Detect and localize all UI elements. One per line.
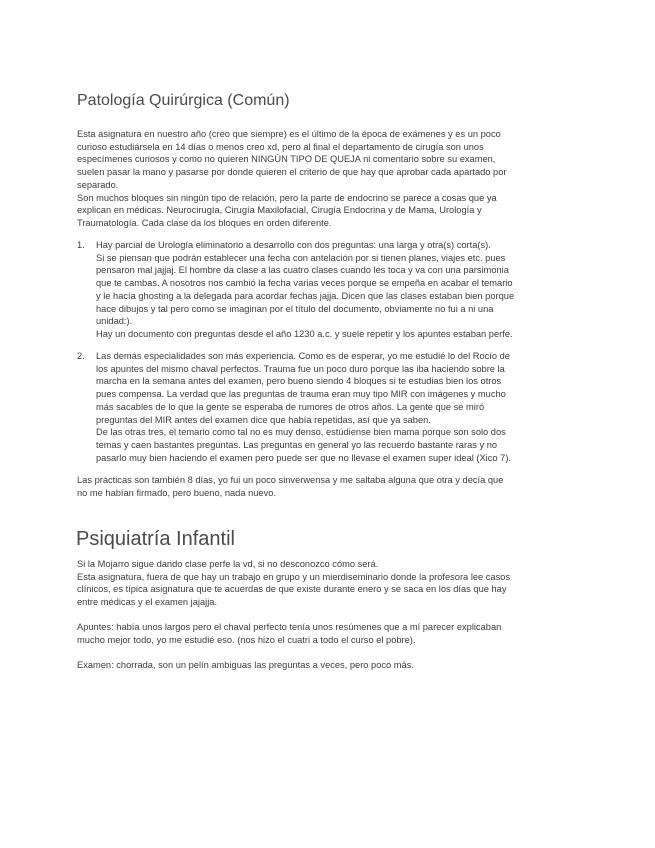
text-line: entre médicas y el examen jajajja. (77, 597, 218, 608)
text-line: los apuntes del mismo chaval perfectos. Trauma fue un poco duro porque las iba haciendo sobre la (96, 363, 505, 374)
text-line: marcha en la semana antes del examen, pero bueno siendo 4 bloques si te estudias bien los otros (96, 376, 502, 387)
text-line: no me habían firmado, pero bueno, nada nuevo. (77, 487, 276, 498)
text-line: Si se piensan que podrán establecer una fecha con antelación por si tienen planes, viajes etc. pues (96, 252, 506, 263)
text-line: suelen pasar la mano y pasarse por donde quieren el criterio de que hay que aprobar cada apartado por (77, 167, 507, 178)
text-line: Examen: chorrada, son un pelín ambiguas las preguntas a veces, pero poco más. (77, 660, 414, 670)
examen-paragraph (77, 659, 579, 672)
list-number: 2. (77, 351, 85, 361)
text-line: pues compensa. La verdad que las preguntas de trauma eran muy tipo MIR con imágenes y mucho (96, 389, 506, 400)
section-title-psiquiatria: Psiquiatría Infantil (76, 528, 235, 550)
text-line: Hay parcial de Urología eliminatorio a desarrollo con dos preguntas: una larga y otra(s) corta(s). (96, 240, 491, 250)
text-line: unidad:). (96, 316, 133, 327)
text-line: curioso estudiársela en 14 días o menos creo xd, pero al final el departamento de cirugía son unos (77, 141, 484, 152)
text-line: que te cambas. A nosotros nos cambió la fecha varias veces porque se empeña en acabar el temario (96, 278, 513, 289)
apuntes-paragraph (77, 621, 579, 646)
text-line: explican en médicas. Neurocirugía, Cirugía Maxilofacial, Cirugía Endocrina y de Mama, Urología y (77, 205, 482, 216)
practicas-paragraph (77, 474, 579, 499)
text-line: Esta asignatura en nuestro año (creo que siempre) es el último de la época de exámenes y es un poco (77, 129, 501, 139)
list-number: 1. (77, 240, 85, 250)
text-line: Traumatología. Cada clase da los bloques en orden diferente. (77, 217, 332, 228)
text-line: mucho mejor todo, yo me estudié eso. (nos hizo el cuatri a todo el curso el pobre). (77, 634, 416, 645)
text-line: temas y caen bastantes preguntas. Las preguntas en general yo las recuerdo bastante raras y no (96, 439, 498, 450)
text-line: y le hacía ghosting a la delegada para acordar fechas jajja. Dicen que las clases estaban bien porque (96, 290, 515, 301)
text-line: separado. (77, 179, 119, 190)
text-line: especímenes curiosos y como no quieren NINGÚN TIPO DE QUEJA ni comentario sobre su examen, (77, 154, 496, 165)
text-line: Hay un documento con preguntas desde el año 1230 a.c. y suele repetir y los apuntes estaban perfe. (96, 328, 513, 339)
text-line: más sacables de lo que la gente se esperaba de rumores de otros años. La gente que se miró (96, 401, 485, 412)
patologia-intro-paragraph (77, 128, 579, 230)
text-line: Esta asignatura, fuera de que hay un trabajo en grupo y un mierdiseminario donde la profesora lee casos (77, 571, 511, 582)
text-line: Si la Mojarro sigue dando clase perfe la vd, si no desconozco cómo será. (77, 559, 379, 569)
psiquiatria-intro-paragraph (77, 558, 579, 609)
text-line: pensaron mal jajjaj. El hombre da clase a las cuatro clases cuando les toca y va con una parsimonia (96, 265, 509, 276)
list-item-body (96, 350, 579, 464)
text-line: clínicos, es típica asignatura que te acuerdas de que existe durante enero y se saca en los días que hay (77, 584, 507, 595)
text-line: hace dibujos y tal pero como se imaginan por el título del documento, obviamente no fui a ni una (96, 303, 494, 314)
text-line: Apuntes: había unos largos pero el chaval perfecto tenía unos resúmenes que a mí parecer explicaban (77, 622, 502, 632)
text-line: Las demás especialidades son más experiencia. Como es de esperar, yo me estudié lo del Rocío de (96, 351, 510, 361)
text-line: pasarlo muy bien haciendo el examen pero puede ser que no llevase el examen super ideal (Xico 7). (96, 452, 511, 463)
section-title-patologia: Patología Quirúrgica (Común) (77, 92, 290, 109)
text-line: preguntas del MIR antes del examen dice que había repetidas, así que ya saben. (96, 414, 431, 425)
text-line: De las otras tres, el temario como tal no es muy denso, estúdiense bien mama porque son solo dos (96, 427, 506, 438)
text-line: Las prácticas son también 8 días, yo fui un poco sinverwensa y me saltaba alguna que otra y decía que (77, 475, 504, 485)
list-item-body (96, 239, 579, 341)
text-line: Son muchos bloques sin ningún tipo de relación, pero la parte de endocrino se parece a cosas que ya (77, 192, 497, 203)
